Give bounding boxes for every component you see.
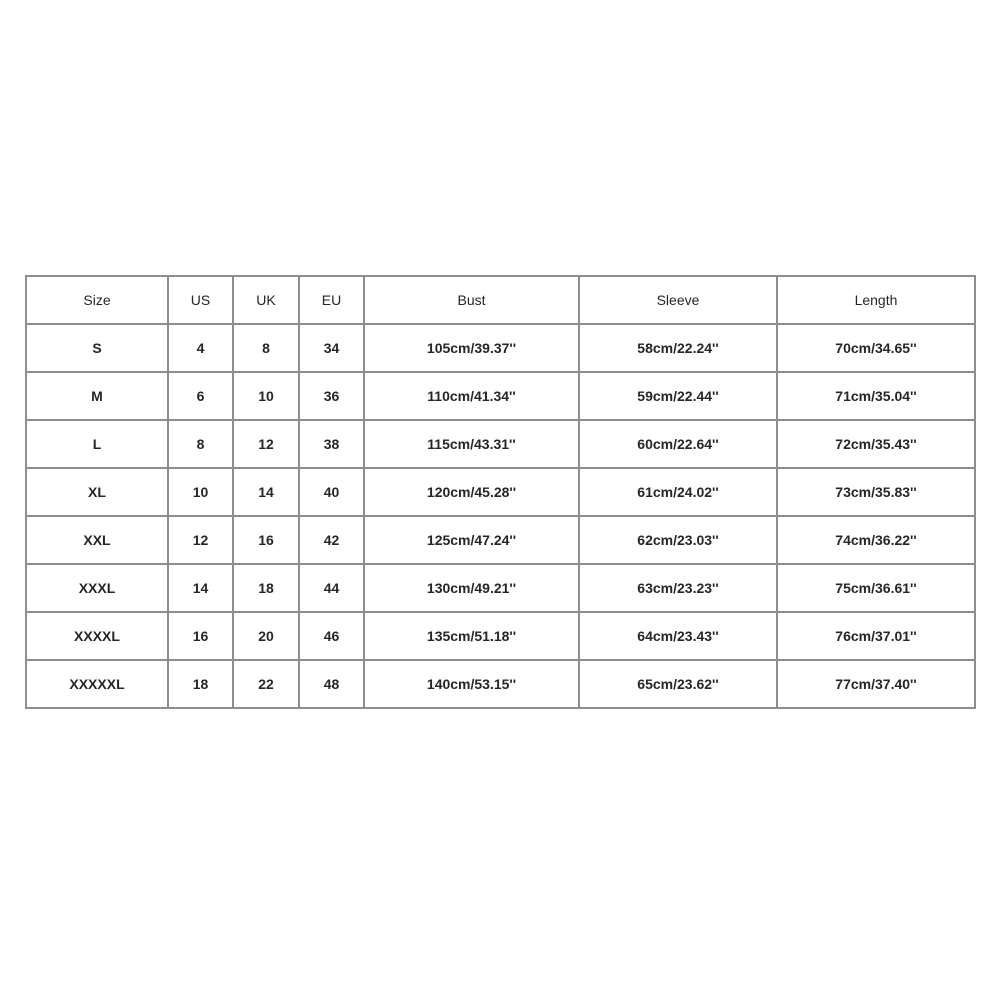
- cell-size: XXL: [26, 516, 168, 564]
- cell-sleeve: 62cm/23.03'': [579, 516, 777, 564]
- header-sleeve: Sleeve: [579, 276, 777, 324]
- cell-size: XXXL: [26, 564, 168, 612]
- cell-eu: 34: [299, 324, 364, 372]
- cell-us: 4: [168, 324, 233, 372]
- table-row: [26, 564, 975, 612]
- cell-bust: 120cm/45.28'': [364, 468, 579, 516]
- header-eu: EU: [299, 276, 364, 324]
- cell-eu: 42: [299, 516, 364, 564]
- cell-bust: 130cm/49.21'': [364, 564, 579, 612]
- cell-size: XXXXL: [26, 612, 168, 660]
- cell-uk: 8: [233, 324, 299, 372]
- cell-sleeve: 60cm/22.64'': [579, 420, 777, 468]
- table-row: [26, 468, 975, 516]
- cell-us: 10: [168, 468, 233, 516]
- cell-size: M: [26, 372, 168, 420]
- cell-bust: 135cm/51.18'': [364, 612, 579, 660]
- cell-sleeve: 58cm/22.24'': [579, 324, 777, 372]
- table-row: [26, 324, 975, 372]
- table-row: [26, 420, 975, 468]
- cell-eu: 38: [299, 420, 364, 468]
- cell-sleeve: 65cm/23.62'': [579, 660, 777, 708]
- cell-sleeve: 64cm/23.43'': [579, 612, 777, 660]
- cell-length: 72cm/35.43'': [777, 420, 975, 468]
- table-row: [26, 372, 975, 420]
- cell-uk: 16: [233, 516, 299, 564]
- cell-sleeve: 63cm/23.23'': [579, 564, 777, 612]
- cell-size: XL: [26, 468, 168, 516]
- cell-uk: 10: [233, 372, 299, 420]
- cell-eu: 44: [299, 564, 364, 612]
- cell-us: 8: [168, 420, 233, 468]
- cell-us: 16: [168, 612, 233, 660]
- cell-size: XXXXXL: [26, 660, 168, 708]
- cell-bust: 110cm/41.34'': [364, 372, 579, 420]
- table-row: [26, 660, 975, 708]
- cell-eu: 48: [299, 660, 364, 708]
- cell-uk: 20: [233, 612, 299, 660]
- cell-length: 75cm/36.61'': [777, 564, 975, 612]
- cell-bust: 140cm/53.15'': [364, 660, 579, 708]
- cell-uk: 14: [233, 468, 299, 516]
- cell-us: 18: [168, 660, 233, 708]
- cell-us: 14: [168, 564, 233, 612]
- header-size: Size: [26, 276, 168, 324]
- cell-bust: 125cm/47.24'': [364, 516, 579, 564]
- cell-sleeve: 61cm/24.02'': [579, 468, 777, 516]
- cell-uk: 12: [233, 420, 299, 468]
- cell-sleeve: 59cm/22.44'': [579, 372, 777, 420]
- table-row: [26, 516, 975, 564]
- cell-us: 12: [168, 516, 233, 564]
- header-uk: UK: [233, 276, 299, 324]
- cell-eu: 46: [299, 612, 364, 660]
- cell-length: 77cm/37.40'': [777, 660, 975, 708]
- header-bust: Bust: [364, 276, 579, 324]
- cell-size: S: [26, 324, 168, 372]
- cell-length: 71cm/35.04'': [777, 372, 975, 420]
- cell-bust: 105cm/39.37'': [364, 324, 579, 372]
- header-length: Length: [777, 276, 975, 324]
- cell-us: 6: [168, 372, 233, 420]
- cell-length: 73cm/35.83'': [777, 468, 975, 516]
- cell-eu: 36: [299, 372, 364, 420]
- cell-eu: 40: [299, 468, 364, 516]
- cell-size: L: [26, 420, 168, 468]
- cell-length: 74cm/36.22'': [777, 516, 975, 564]
- table-row: [26, 612, 975, 660]
- cell-uk: 18: [233, 564, 299, 612]
- cell-uk: 22: [233, 660, 299, 708]
- size-chart-table: [25, 275, 976, 709]
- cell-length: 70cm/34.65'': [777, 324, 975, 372]
- header-row: [26, 276, 975, 324]
- header-us: US: [168, 276, 233, 324]
- cell-bust: 115cm/43.31'': [364, 420, 579, 468]
- cell-length: 76cm/37.01'': [777, 612, 975, 660]
